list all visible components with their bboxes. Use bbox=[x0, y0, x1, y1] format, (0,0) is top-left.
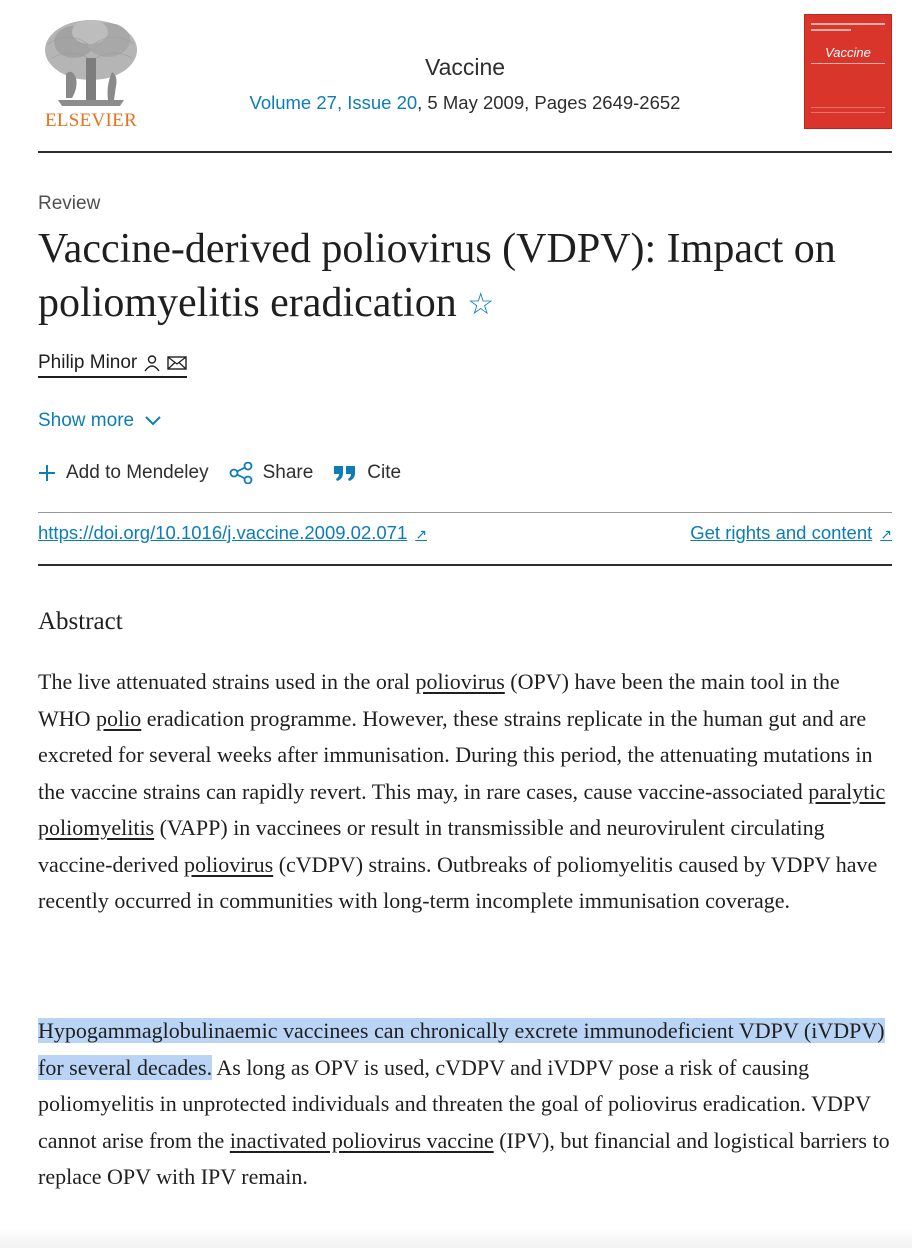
term-link-polio[interactable]: polio bbox=[96, 705, 142, 731]
external-link-icon: ↗ bbox=[880, 526, 892, 542]
cite-label: Cite bbox=[367, 462, 402, 483]
elsevier-wordmark: ELSEVIER bbox=[44, 110, 138, 131]
abstract-paragraph-1 bbox=[38, 664, 896, 920]
author-name: Philip Minor bbox=[38, 352, 138, 373]
cover-decoration bbox=[811, 107, 885, 108]
doi-divider bbox=[38, 564, 892, 566]
term-link-poliovirus[interactable]: poliovirus bbox=[183, 851, 274, 877]
article-title bbox=[38, 222, 888, 332]
date-pages: , 5 May 2009, Pages 2649-2652 bbox=[417, 92, 681, 113]
author-link[interactable] bbox=[38, 352, 187, 378]
abstract-paragraph-2 bbox=[38, 1013, 896, 1196]
abstract-text: eradication programme. However, these strains replicate in the human gut and are excreted for several weeks after immunisation. During this period, the attenuating mutations in the vaccine strains can rapidly revert. This may, in rare cases, cause vaccine-associated bbox=[38, 705, 873, 804]
journal-cover-image[interactable] bbox=[804, 14, 892, 129]
envelope-icon bbox=[167, 355, 187, 371]
abstract-text: The live attenuated strains used in the oral bbox=[38, 669, 416, 694]
cover-decoration bbox=[811, 29, 851, 31]
article-title-text: Vaccine-derived poliovirus (VDPV): Impact on poliomyelitis eradication bbox=[38, 226, 836, 326]
header-divider bbox=[38, 151, 892, 153]
term-link-inactivated-poliovirus-vaccine[interactable]: inactivated poliovirus vaccine bbox=[229, 1127, 494, 1153]
doi-text: https://doi.org/10.1016/j.vaccine.2009.02.071 bbox=[38, 522, 408, 543]
abstract-text: As long as OPV is used, cVDPV and iVDPV pose a risk of causing poliomyelitis in unprotected individuals and threaten the goal of poliovirus eradication. VDPV cannot arise from the bbox=[38, 1054, 871, 1153]
abstract-heading: Abstract bbox=[38, 608, 123, 635]
share-icon bbox=[229, 462, 253, 484]
cover-decoration bbox=[811, 63, 885, 64]
journal-issue-info bbox=[38, 92, 892, 114]
show-more-label: Show more bbox=[38, 410, 135, 431]
highlighted-selection[interactable]: Hypogammaglobulinaemic vaccinees can chronically excrete immunodeficient VDPV (iVDPV) for several decades. bbox=[38, 1018, 885, 1080]
person-icon bbox=[143, 354, 161, 372]
bottom-edge-shadow bbox=[0, 1228, 912, 1248]
journal-header bbox=[38, 14, 892, 152]
cite-button[interactable] bbox=[333, 462, 401, 484]
abstract-text: (VAPP) in vaccinees or result in transmissible and neurovirulent circulating vaccine-derived bbox=[38, 815, 825, 877]
cover-title: Vaccine bbox=[825, 45, 871, 60]
mendeley-label: Add to Mendeley bbox=[66, 462, 209, 483]
external-link-icon: ↗ bbox=[415, 526, 427, 542]
share-button[interactable] bbox=[229, 462, 314, 484]
share-label: Share bbox=[262, 462, 314, 483]
get-rights-link[interactable] bbox=[690, 522, 892, 544]
abstract-text: (OPV) have been the main tool in the WHO bbox=[38, 669, 840, 731]
show-more-toggle[interactable] bbox=[38, 410, 162, 432]
add-to-mendeley-button[interactable] bbox=[38, 462, 209, 484]
cover-decoration bbox=[811, 23, 885, 25]
term-link-poliovirus[interactable]: poliovirus bbox=[415, 669, 505, 694]
article-actions bbox=[38, 462, 401, 484]
term-link-paralytic-poliomyelitis[interactable]: paralytic poliomyelitis bbox=[38, 778, 886, 840]
rights-text: Get rights and content bbox=[690, 522, 873, 543]
abstract-text: (cVDPV) strains. Outbreaks of poliomyelitis caused by VDPV have recently occurred in communities with long-term incomplete immunisation coverage. bbox=[38, 851, 878, 913]
star-icon[interactable]: ☆ bbox=[467, 288, 495, 321]
actions-divider bbox=[38, 512, 892, 513]
volume-issue-link[interactable]: Volume 27, Issue 20 bbox=[249, 92, 418, 113]
article-type: Review bbox=[38, 193, 101, 214]
doi-link[interactable] bbox=[38, 522, 427, 544]
journal-title-link[interactable]: Vaccine bbox=[424, 54, 506, 80]
chevron-down-icon bbox=[144, 415, 162, 427]
cover-decoration bbox=[811, 112, 885, 113]
plus-icon bbox=[38, 464, 56, 482]
abstract-text: (IPV), but financial and logistical barriers to replace OPV with IPV remain. bbox=[38, 1127, 890, 1189]
quote-icon bbox=[333, 464, 357, 482]
